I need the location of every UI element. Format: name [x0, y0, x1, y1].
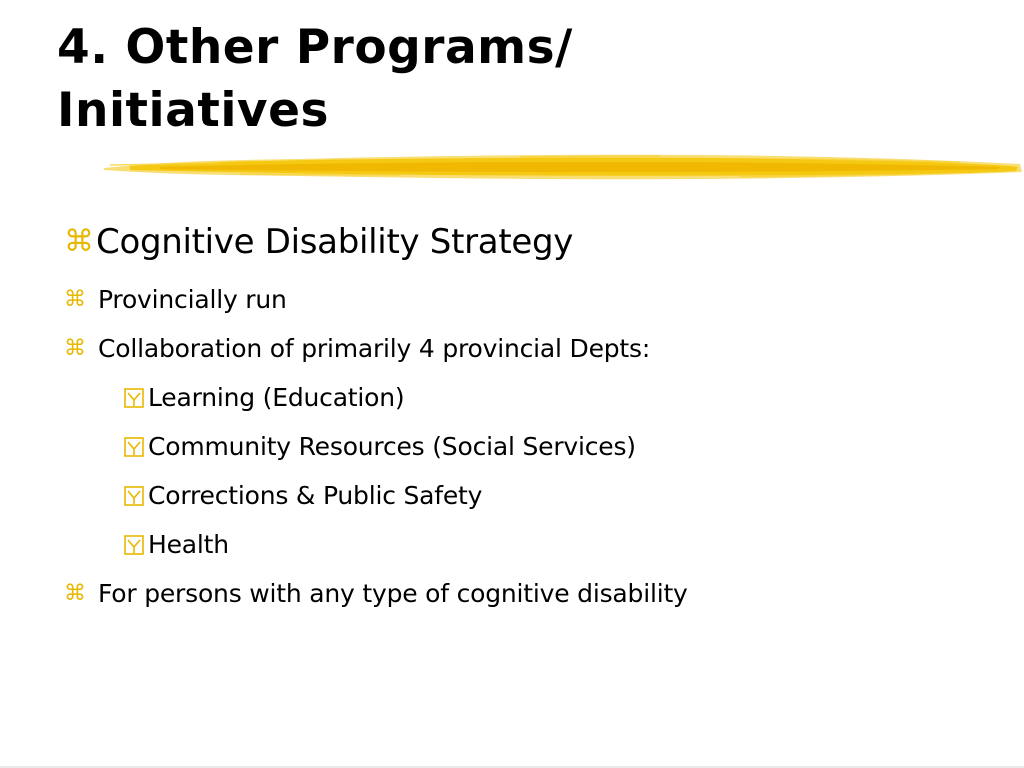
bullet-text: For persons with any type of cognitive disability [98, 579, 688, 608]
bullet-item-7 [124, 530, 229, 559]
slide-title-line-1: 4. Other Programs/ [57, 20, 573, 75]
yellow-brush-stroke-divider [100, 150, 1024, 186]
checked-box-icon [124, 388, 144, 408]
command-key-icon: ⌘ [64, 335, 86, 361]
bullet-item-2 [64, 285, 287, 314]
command-key-icon: ⌘ [64, 224, 94, 259]
bullet-item-4 [124, 383, 404, 412]
bullet-text: Corrections & Public Safety [148, 481, 483, 510]
bullet-text: Collaboration of primarily 4 provincial Depts: [98, 334, 651, 363]
bullet-text: Learning (Education) [148, 383, 405, 412]
slide-title-line-2: Initiatives [57, 83, 329, 138]
bullet-item-5 [124, 432, 636, 461]
command-key-icon: ⌘ [64, 286, 86, 312]
bullet-text: Health [148, 530, 229, 559]
bullet-text: Cognitive Disability Strategy [96, 222, 574, 262]
slide-title [57, 16, 957, 142]
bullet-item-8 [64, 579, 688, 608]
bullet-text: Provincially run [98, 285, 287, 314]
bullet-item-3 [64, 334, 650, 363]
command-key-icon: ⌘ [64, 580, 86, 606]
checked-box-icon [124, 437, 144, 457]
bullet-item-1 [64, 222, 573, 262]
bullet-item-6 [124, 481, 482, 510]
checked-box-icon [124, 535, 144, 555]
bullet-text: Community Resources (Social Services) [148, 432, 636, 461]
checked-box-icon [124, 486, 144, 506]
